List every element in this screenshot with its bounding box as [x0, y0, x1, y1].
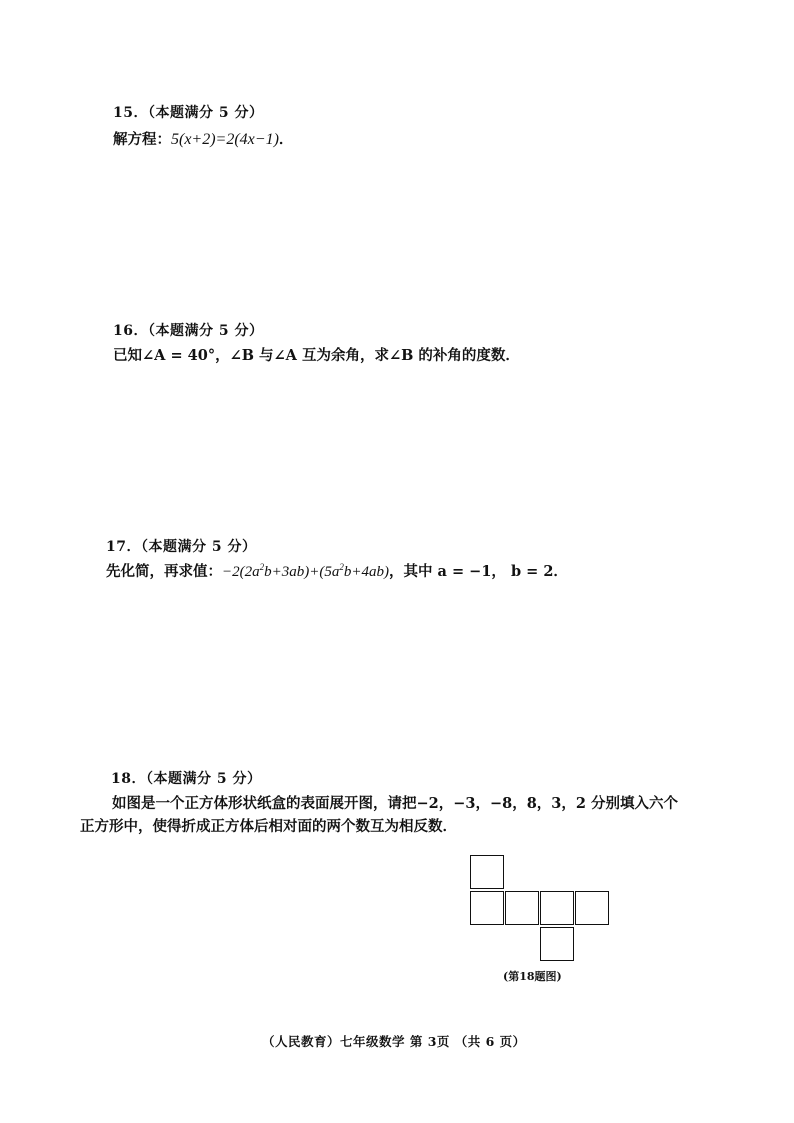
q15-prompt: 解方程： [113, 131, 171, 148]
q15-equation: 5(x+2)=2(4x−1) [171, 131, 279, 148]
q18-number: 18． [111, 771, 146, 787]
q17-body [106, 560, 568, 581]
q17-header [106, 536, 256, 556]
q17-prompt: 先化简，再求值： [106, 563, 222, 580]
q18-header [111, 768, 261, 788]
q17-expr-part1: −2(2a [222, 564, 260, 580]
net-square-row-3 [540, 891, 574, 925]
q17-number: 17． [106, 539, 141, 555]
q17-expression [222, 564, 389, 580]
q17-expr-part2: b+3ab)+(5a [264, 564, 340, 580]
q18-score: （本题满分 5 分） [145, 771, 262, 787]
q15-score: （本题满分 5 分） [147, 105, 264, 121]
q18-line-2: 正方形中，使得折成正方体后相对面的两个数互为相反数． [80, 818, 457, 835]
q16-text: 已知∠A = 40°，∠B 与∠A 互为余角，求∠B 的补角的度数． [113, 347, 520, 364]
q16-header [113, 320, 263, 340]
net-square-bottom [540, 927, 574, 961]
q17-exponent-1: 2 [259, 562, 265, 572]
q18-line-1: 如图是一个正方体形状纸盒的表面展开图，请把−2，−3，−8，8，3，2 分别填入六个 [112, 795, 679, 812]
figure-caption: (第18题图) [503, 970, 562, 983]
net-square-row-2 [505, 891, 539, 925]
q15-header [113, 102, 263, 122]
q17-score: （本题满分 5 分） [140, 539, 257, 555]
q16-score: （本题满分 5 分） [147, 323, 264, 339]
q17-exponent-2: 2 [339, 562, 344, 572]
q16-number: 16． [113, 323, 148, 339]
net-square-row-1 [470, 891, 504, 925]
q15-end: ． [278, 131, 294, 148]
q15-number: 15． [113, 105, 148, 121]
page-footer: （人民教育）七年级数学 第 3页 （共 6 页） [262, 1034, 526, 1049]
q17-expr-part3: b+4ab) [343, 564, 389, 580]
q17-condition: ，其中 a = −1， b = 2． [388, 563, 568, 580]
cube-net-figure [470, 855, 612, 965]
net-square-top [470, 855, 504, 889]
net-square-row-4 [575, 891, 609, 925]
q15-body [113, 128, 293, 149]
